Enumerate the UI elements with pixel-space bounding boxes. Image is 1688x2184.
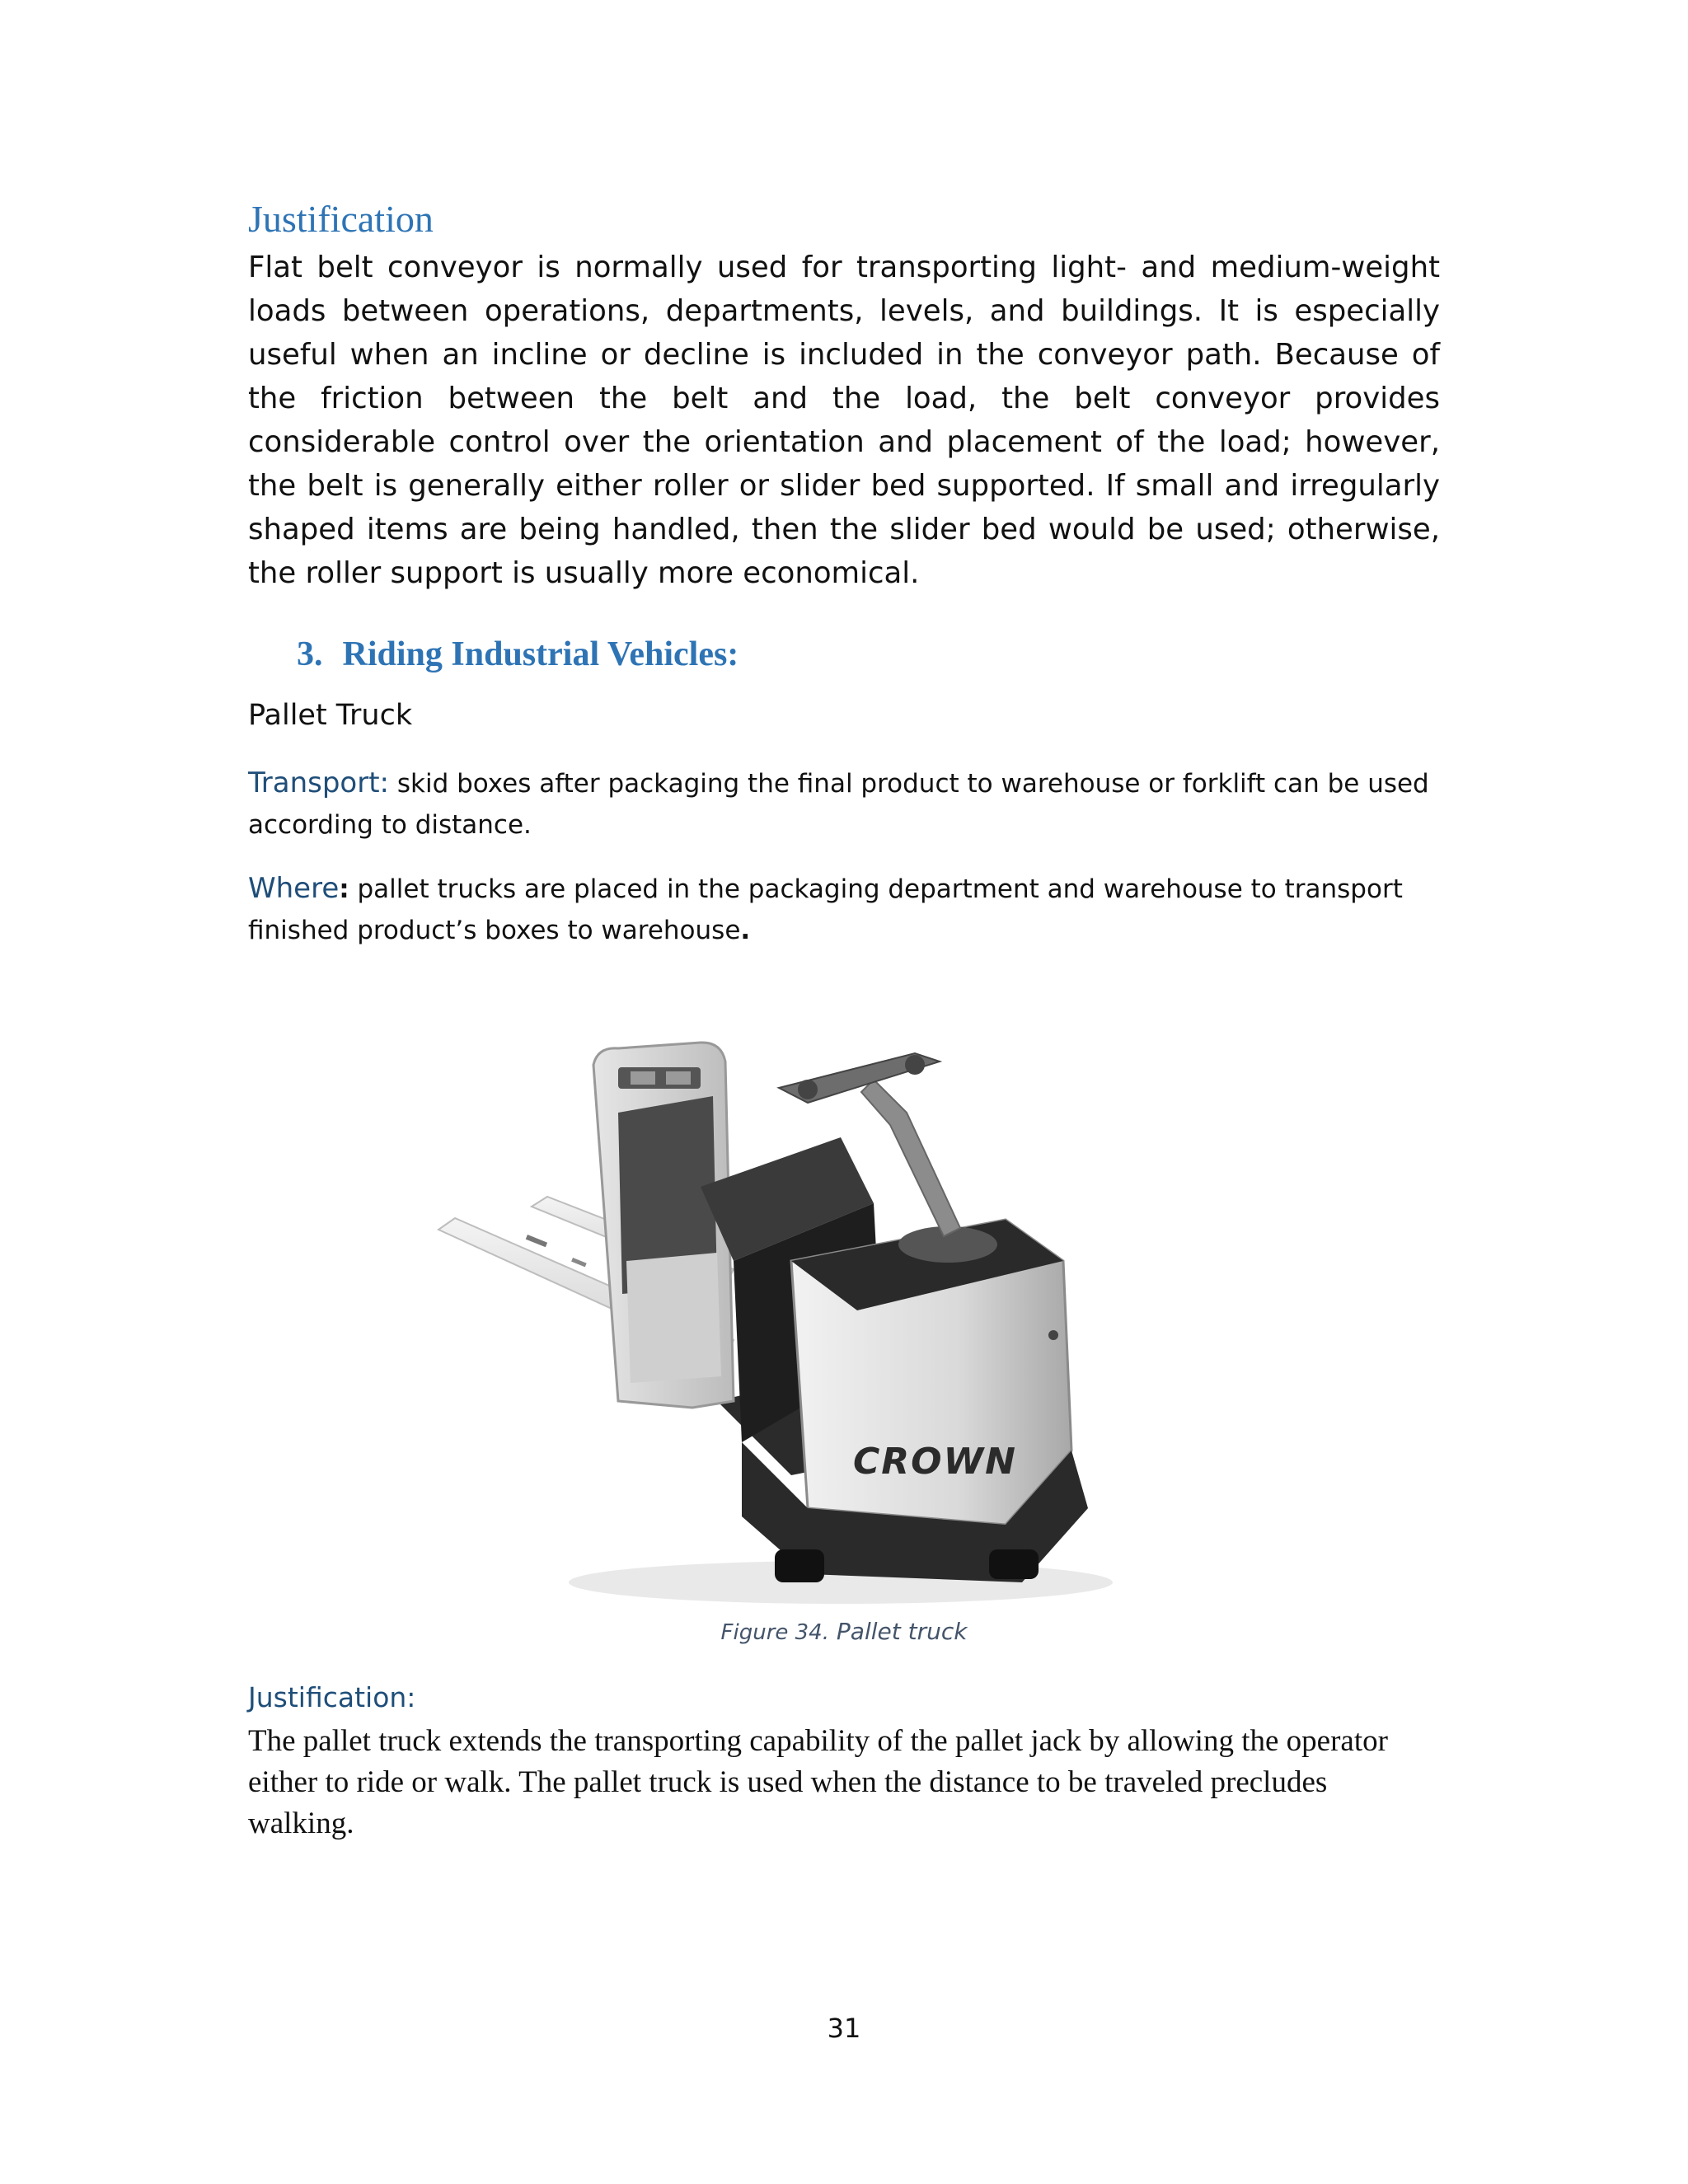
crown-logo: CROWN [853, 1441, 1017, 1483]
pallet-truck-image [346, 1014, 1170, 1607]
belt-conveyor-justification-text: Flat belt conveyor is normally used for transporting light- and medium-weight loads between operations, departments, levels, and buildings. It is especially useful when an incline or decline is included in the conveyor path. Because of the friction between the belt and the load, the belt conveyor provides considerable control over the orientation and placement of the load; however, the belt is generally either roller or slider bed supported. If small and irregularly shaped items are being handled, then the slider bed would be used; otherwise, the roller support is usually more economical. [248, 251, 1440, 590]
wheel [989, 1549, 1039, 1579]
pallet-truck-subheading: Pallet Truck [248, 699, 413, 732]
where-label: Where [248, 872, 340, 905]
fork-mark [571, 1258, 587, 1267]
figure-caption-prefix: Figure 34. [720, 1620, 829, 1645]
transport-label: Transport: [248, 766, 389, 799]
pallet-truck-illustration [346, 1014, 1170, 1607]
figure-caption [0, 1618, 1688, 1645]
tiller-arm [861, 1080, 960, 1236]
fork-mark [526, 1235, 547, 1247]
wheel [775, 1549, 824, 1582]
control-knob [905, 1055, 925, 1075]
control-knob [798, 1080, 818, 1099]
body-fastener [1048, 1330, 1058, 1340]
section-3-title: Riding Industrial Vehicles: [342, 635, 739, 673]
figure-caption-title: Pallet truck [829, 1618, 968, 1645]
page-number: 31 [827, 2013, 861, 2044]
transport-paragraph [248, 762, 1440, 846]
justification-heading: Justification [248, 198, 434, 240]
section-3-heading [297, 635, 738, 674]
pallet-truck-justification-heading: Justification: [248, 1681, 416, 1713]
pallet-truck-justification-text: The pallet truck extends the transporting capability of the pallet jack by allowing the operator either to ride or walk. The pallet truck is used when the distance to be traveled precludes walking. [248, 1724, 1388, 1840]
section-3-number: 3. [297, 635, 323, 673]
backrest-slot-inner [631, 1071, 655, 1085]
where-text: pallet trucks are placed in the packaging department and warehouse to transport finished product’s boxes to warehouse [248, 874, 1403, 945]
backrest-lower-panel [626, 1253, 721, 1383]
where-paragraph [248, 868, 1440, 951]
where-colon: : [339, 874, 349, 904]
backrest-slot-inner [666, 1071, 691, 1085]
where-period: . [740, 916, 751, 945]
transport-text: skid boxes after packaging the final product to warehouse or forklift can be used according to distance. [248, 769, 1429, 840]
